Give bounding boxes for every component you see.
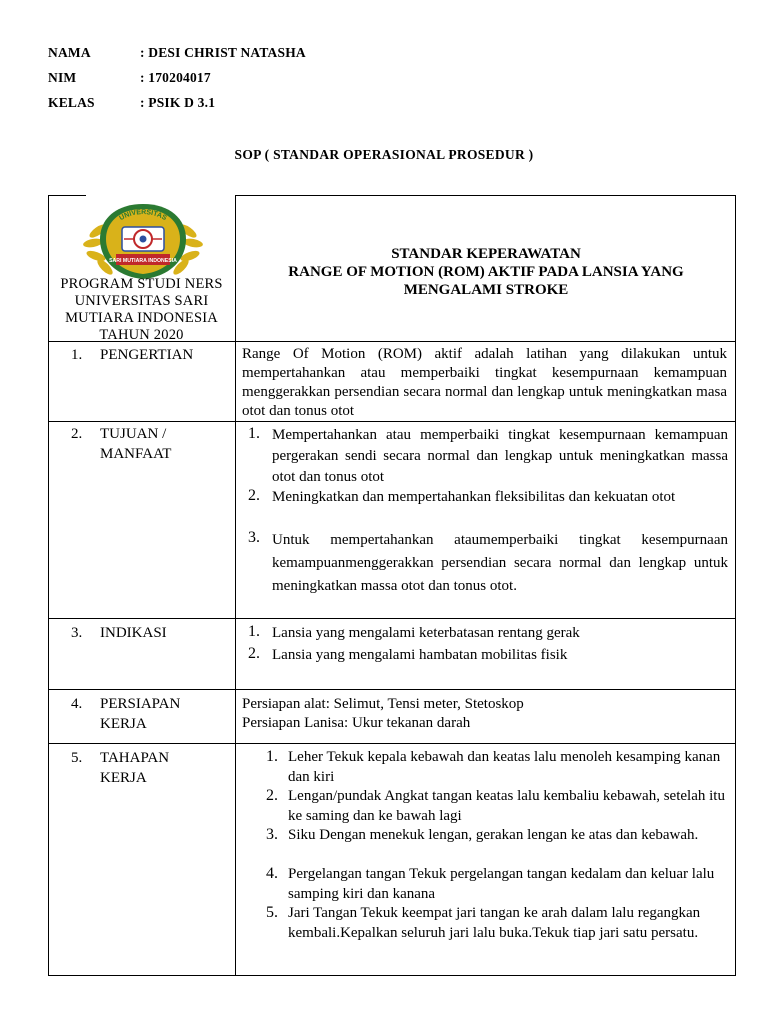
program-line: TAHUN 2020 — [99, 327, 184, 343]
header-line: RANGE OF MOTION (ROM) AKTIF PADA LANSIA YANG — [288, 264, 684, 280]
logo-emblem-center — [140, 236, 147, 243]
persiapan-alat: Persiapan alat: Selimut, Tensi meter, Stetoskop — [242, 696, 524, 712]
nama-value: : DESI CHRIST NATASHA — [140, 45, 306, 60]
tahapan-list — [266, 748, 728, 943]
section-label: PERSIAPAN KERJA — [100, 696, 181, 732]
nama-label: NAMA — [48, 45, 91, 60]
program-line: UNIVERSITAS SARI — [74, 293, 209, 309]
table-divider — [48, 421, 736, 422]
table-divider — [48, 689, 736, 690]
list-item: 2. Lengan/pundak Angkat tangan keatas lalu kembaliu kebawah, setelah itu ke saming dan ke bawah lagi — [266, 787, 725, 824]
section-label: TAHAPAN KERJA — [100, 750, 170, 786]
tujuan-list — [248, 425, 728, 598]
program-info — [48, 276, 235, 344]
kelas-value: : PSIK D 3.1 — [140, 95, 216, 110]
table-border-right — [735, 195, 736, 976]
logo-arc-text: UNIVERSITAS — [118, 208, 168, 223]
list-item: 3. Untuk mempertahankan ataumemperbaiki tingkat kesempurnaan kemampuanmenggerakkan persendian secara normal dan lengkap untuk meningkatkan massa otot dan tonus otot. — [248, 529, 728, 594]
table-divider — [48, 618, 736, 619]
section-label: TUJUAN / MANFAAT — [100, 426, 172, 462]
section-number: 5. — [71, 750, 83, 766]
list-item: 3. Siku Dengan menekuk lengan, gerakan lengan ke atas dan kebawah. — [266, 826, 699, 843]
pengertian-text: Range Of Motion (ROM) aktif adalah latihan yang dilakukan untuk mempertahankan atau memperbaiki tingkat kesempurnaan kemampuan menggerakkan persendian secara normal dan lengkap untuk meningkatkan masa otot dan tonus otot — [242, 346, 727, 419]
nim-value: : 170204017 — [140, 70, 211, 85]
list-item: 5. Jari Tangan Tekuk keempat jari tangan ke arah dalam lalu regangkan kembali.Kepalkan seluruh jari lalu buka.Tekuk tiap jari satu persatu. — [266, 904, 701, 941]
list-item: 2. Meningkatkan dan mempertahankan fleksibilitas dan kekuatan otot — [248, 487, 676, 505]
table-divider — [48, 743, 736, 744]
table-border-top-left-stub — [48, 195, 86, 196]
persiapan-lansia: Persiapan Lanisa: Ukur tekanan darah — [242, 715, 471, 731]
table-column-divider — [235, 195, 236, 976]
header-line: STANDAR KEPERAWATAN — [391, 246, 581, 262]
list-item: 2. Lansia yang mengalami hambatan mobilitas fisik — [248, 645, 568, 663]
document-title: SOP ( STANDAR OPERASIONAL PROSEDUR ) — [234, 147, 534, 162]
list-item: 4. Pergelangan tangan Tekuk pergelangan tangan kedalam dan keluar lalu samping kiri dan kanana — [266, 865, 715, 902]
sop-table — [48, 195, 736, 976]
university-logo — [78, 201, 208, 281]
program-line: PROGRAM STUDI NERS — [60, 276, 223, 292]
section-number: 2. — [71, 426, 83, 442]
program-line: MUTIARA INDONESIA — [65, 310, 218, 326]
table-border-top — [236, 195, 736, 196]
indikasi-list — [248, 623, 728, 665]
list-item: 1. Lansia yang mengalami keterbatasan rentang gerak — [248, 623, 580, 641]
section-number: 1. — [71, 347, 83, 363]
section-label: INDIKASI — [100, 625, 167, 641]
section-number: 4. — [71, 696, 83, 712]
list-item: 1. Mempertahankan atau memperbaiki tingkat kesempurnaan kemampuan pergerakan sendi secara normal dan lengkap untuk meningkatkan massa otot dan tonus otot — [248, 425, 728, 485]
section-number: 3. — [71, 625, 83, 641]
kelas-label: KELAS — [48, 95, 95, 110]
table-border-bottom — [48, 975, 736, 976]
list-item: 1. Leher Tekuk kepala kebawah dan keatas lalu menoleh kesamping kanan dan kiri — [266, 748, 721, 785]
header-line: MENGALAMI STROKE — [403, 282, 569, 298]
standard-header — [236, 245, 736, 299]
logo-ribbon-text: SARI MUTIARA INDONESIA — [109, 258, 177, 264]
nim-label: NIM — [48, 70, 77, 85]
section-label: PENGERTIAN — [100, 347, 194, 363]
